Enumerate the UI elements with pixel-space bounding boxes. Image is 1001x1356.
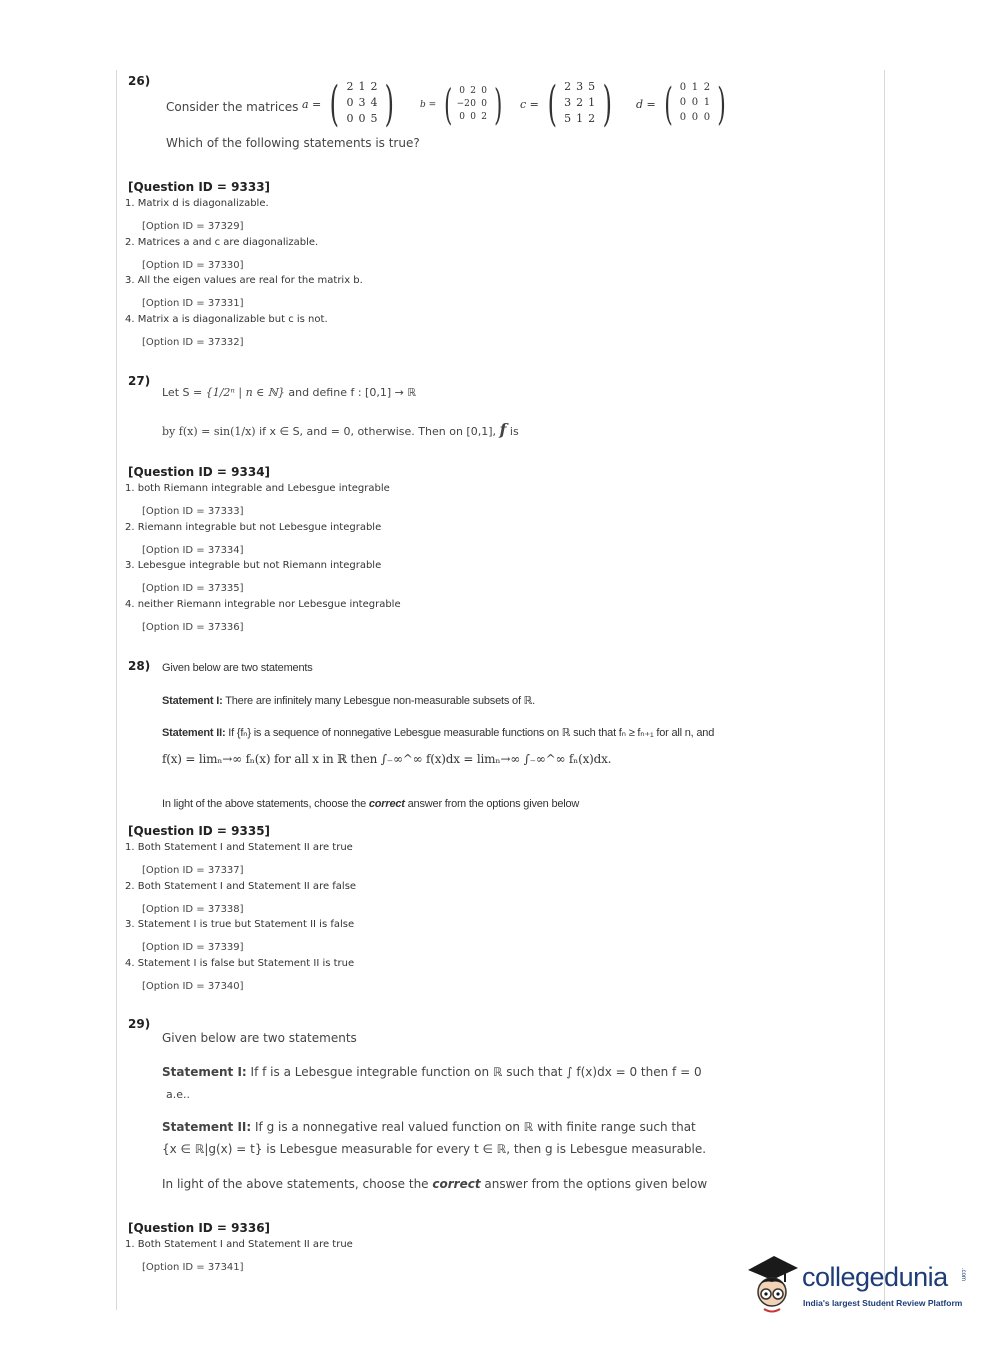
option-id: [Option ID = 37338] — [142, 904, 244, 915]
statement-1: Statement I: If f is a Lebesgue integrable function on ℝ such that ∫ f(x)dx = 0 then f = 0 — [162, 1065, 702, 1079]
option-text: 1. Matrix d is diagonalizable. — [125, 198, 269, 209]
statement-2: Statement II: If g is a nonnegative real valued function on ℝ with finite range such that — [162, 1120, 696, 1134]
question-id: [Question ID = 9334] — [128, 465, 271, 479]
statement-1-continuation: a.e.. — [166, 1088, 190, 1101]
instruction: In light of the above statements, choose the correct answer from the options given below — [162, 1177, 708, 1191]
matrix-d: d = ( 0 1 2 0 0 1 0 0 0 ) — [636, 78, 726, 130]
option-id: [Option ID = 37340] — [142, 981, 244, 992]
option-id: [Option ID = 37329] — [142, 221, 244, 232]
matrix-c: c = ( 2 3 5 3 2 1 5 1 2 ) — [520, 76, 612, 132]
question-id: [Question ID = 9335] — [128, 824, 271, 838]
option-text: 2. Both Statement I and Statement II are false — [125, 881, 357, 892]
matrix-label: a = — [302, 97, 322, 111]
question-stem: Consider the matrices — [166, 100, 299, 114]
set-expression: {1/2ⁿ | n ∈ ℕ} — [205, 386, 285, 399]
option-id: [Option ID = 37337] — [142, 865, 244, 876]
matrix-grid: 0 2 0 −2 0 0 0 0 2 — [456, 85, 487, 122]
question-number: 28) — [128, 659, 151, 673]
option-text: 2. Matrices a and c are diagonalizable. — [125, 237, 319, 248]
matrix-grid: 2 1 2 0 3 4 0 0 5 — [346, 80, 378, 125]
statement-2-continuation: {x ∈ ℝ|g(x) = t} is Lebesgue measurable for every t ∈ ℝ, then g is Lebesgue measurable. — [162, 1142, 707, 1156]
option-id: [Option ID = 37335] — [142, 583, 244, 594]
option-id: [Option ID = 37332] — [142, 337, 244, 348]
option-id: [Option ID = 37339] — [142, 942, 244, 953]
logo-tagline: India's largest Student Review Platform — [803, 1298, 963, 1308]
matrix-a: a = ( 2 1 2 0 3 4 0 0 5 ) — [302, 76, 395, 132]
option-id: [Option ID = 37333] — [142, 506, 244, 517]
statement-1: Statement I: There are infinitely many Lebesgue non-measurable subsets of ℝ. — [162, 695, 536, 707]
statement-2: Statement II: If {fₙ} is a sequence of nonnegative Lebesgue measurable functions on ℝ such that fₙ ≥ fₙ₊₁ for all n, and — [162, 727, 715, 739]
question-number: 29) — [128, 1017, 151, 1031]
option-text: 4. neither Riemann integrable nor Lebesgue integrable — [125, 599, 401, 610]
question-number: 27) — [128, 374, 151, 388]
option-id: [Option ID = 37330] — [142, 260, 244, 271]
statement-2-formula: f(x) = limₙ→∞ fₙ(x) for all x in ℝ then ∫₋∞^∞ f(x)dx = limₙ→∞ ∫₋∞^∞ fₙ(x)dx. — [162, 752, 612, 766]
option-text: 1. Both Statement I and Statement II are true — [125, 1239, 353, 1250]
matrix-b: b = ( 0 2 0 −2 0 0 0 0 2 ) — [420, 80, 502, 129]
statements-intro: Given below are two statements — [162, 1031, 357, 1045]
question-stem: Let S = {1/2ⁿ | n ∈ ℕ} and define f : [0,1] → ℝ — [162, 386, 417, 399]
collegedunia-logo — [744, 1254, 974, 1318]
mascot-icon — [744, 1254, 800, 1316]
option-id: [Option ID = 37331] — [142, 298, 244, 309]
question-number: 26) — [128, 74, 151, 88]
question-id: [Question ID = 9333] — [128, 180, 271, 194]
matrix-grid: 0 1 2 0 0 1 0 0 0 — [679, 82, 711, 123]
option-text: 3. Lebesgue integrable but not Riemann integrable — [125, 560, 382, 571]
option-text: 2. Riemann integrable but not Lebesgue integrable — [125, 522, 382, 533]
matrix-label: d = — [636, 98, 656, 111]
option-text: 4. Statement I is false but Statement II is true — [125, 958, 355, 969]
option-id: [Option ID = 37336] — [142, 622, 244, 633]
matrix-label: b = — [420, 100, 437, 110]
logo-suffix: .com — [960, 1268, 966, 1282]
matrix-grid: 2 3 5 3 2 1 5 1 2 — [564, 80, 596, 125]
question-stem: by f(x) = sin(1/x) if x ∈ S, and = 0, otherwise. Then on [0,1], f is — [162, 420, 519, 439]
option-text: 1. Both Statement I and Statement II are true — [125, 842, 353, 853]
matrix-label: c = — [520, 97, 539, 111]
instruction: In light of the above statements, choose the correct answer from the options given below — [162, 798, 580, 810]
logo-wordmark: collegedunia — [802, 1262, 948, 1292]
question-prompt: Which of the following statements is true? — [166, 136, 420, 150]
statements-intro: Given below are two statements — [162, 662, 313, 674]
option-text: 3. All the eigen values are real for the matrix b. — [125, 275, 363, 286]
question-id: [Question ID = 9336] — [128, 1221, 271, 1235]
option-text: 4. Matrix a is diagonalizable but c is not. — [125, 314, 328, 325]
option-text: 3. Statement I is true but Statement II is false — [125, 919, 355, 930]
option-id: [Option ID = 37341] — [142, 1262, 244, 1273]
option-text: 1. both Riemann integrable and Lebesgue integrable — [125, 483, 390, 494]
option-id: [Option ID = 37334] — [142, 545, 244, 556]
